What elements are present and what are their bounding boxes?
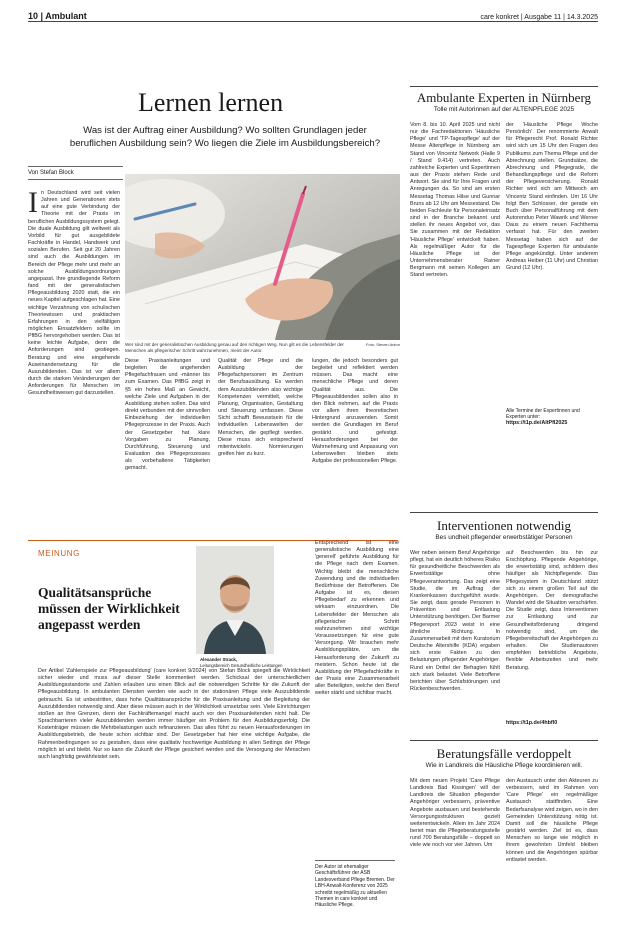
- page-header: [28, 8, 598, 22]
- right3-column-a: Mit dem neuen Projekt 'Care Pflege Landkreis Bad Kissingen' will der Landkreis die Situation pflegender Angehöriger verbessern, präventive Angebote ausbauen und bestehende Versorgungsstrukturen gezielt weiterentwickeln. Allein im Jahr 2024 beriet man die Pflegeberatungsstelle rund 700 Beratungsfälle – doppelt so viele wie noch vor vier Jahren. Um: [410, 778, 500, 849]
- opinion-body-left: Der Artikel 'Zahlenspiele zur Pflegeausbildung' (care konkret 9/2024) von Stefan Block spiegelt die Wirklichkeit sicher wieder und muss auf dieser Stelle kommentiert werden. Schicksal der unterschiedlichen Ausbildungsstandorte und Zahlen erlauben uns einen Blick auf die notwendigen Schritte für die Zukunft der Pflegeausbildung. In ambulanten Diensten werden wie auch in der stationären Pflege viele Auszubildende gebraucht. Es ist unbestritten, dass hohe Qualitätsansprüche für die Praxisanleitung und die Begleitung der Auszubildenden notwendig sind. Aber diese müssen auch in der Wirklichkeit umsetzbar sein. Viele Einrichtungen stoßen an ihre Grenzen, denn der Fachkräftemangel macht auch vor den Praxisanleitenden nicht halt. Die Sprachbarrieren vieler Auszubildenden werden immer häufiger ein Problem für den Ausbildungserfolg. Die Kostenträger müssen die Mehrbelastungen auch refinanzieren. Das alles führt zu neuen Herausforderungen im Ausbildungsbetrieb, die heute schon sichtbar sind. Der Gesetzgeber hat hier eine wichtige Aufgabe, die Rahmenbedingungen so zu gestalten, dass eine qualitativ hochwertige Ausbildung in allen Settings der Pflege möglich ist und bleibt. Nur so kann die Zukunft der Pflege gesichert werden und die Versorgung der Menschen auch langfristig gewährleistet sein.: [38, 668, 310, 760]
- right3-header: [410, 746, 598, 769]
- opinion-title: Qualitätsansprüche müssen der Wirklichkeit angepasst werden: [38, 585, 180, 632]
- rule-right1: [410, 86, 598, 87]
- portrait-caption: [200, 657, 282, 668]
- byline: Von Stefan Block: [28, 166, 123, 180]
- article-column-5: Entsprechend ist eine generalistische Ausbildung eine 'generell' geführte Ausbildung für die Pflege nach dem Examen. Wichtig bleibt die menschliche Zuwendung und die individuellen Bedürfnisse der Betroffenen. Die Aufgabe ist es, diesen Pflegebedarf zu erkennen und wirksam einzuordnen. Die Lebensfelder der Menschen als pflegerischer Schritt wahrzunehmen sind wichtige Voraussetzungen für eine gute Versorgung. Wir brauchen mehr Ausbildungsplätze, um die Herausforderung der Zukunft zu meistern. Schon heute ist die Ausbildung der Pflegefachkräfte in der Praxis eine Zusammenarbeit aller Beteiligten, welche den Beruf weiter stärkt und sichtbar macht.: [315, 540, 399, 697]
- rule-right3: [410, 740, 598, 741]
- article-column-2: Diese Praxisanleitungen und begleiten die angehenden Pflegefachfrauen und -männer bis zum Examen. Das PflBG zeigt in §5 ein hohes Maß an Gewicht, welche Ziele und Aufgaben in der Ausbildung stehen sollen. Das wird direkt verbunden mit der sinnvollen Einbeziehung der individuellen Pflegeprozesse in der Praxis. Auch der Gesetzgeber hat klare Vorgaben zu Planung, Durchführung, Steuerung und Evaluation des Pflegeprozesses als vorbehaltene Tätigkeiten gemacht.: [125, 358, 210, 472]
- section-label: 10 | Ambulant: [28, 11, 87, 21]
- opinion-tag: MEINUNG: [38, 549, 80, 558]
- right1-end-text: Alle Termine der Expertinnen und Experten unter:: [506, 408, 580, 420]
- photo-caption: Wer sind mit der generalistischen Ausbildung genau auf den richtigen Weg. Nun gilt es die Lebensfelder der Menschen als pflegerischer Schritt wahrzunehmen, meint der Autor.: [125, 342, 344, 353]
- article-column-1: [28, 190, 120, 530]
- right2-column-b: auf Beschwerden bis hin zur Erschöpfung. Pflegende Angehörige, die erwerbstätig sind, schildern dies häufiger als Nichtpflegende. Das Pflegesystem in Deutschland stützt sich zu einem großen Teil auf die Angehörigen. Der demografische Wandel wird die Situation verschärfen. Die Studie zeigt, dass Interventionen zur Entlastung und zur Gesundheitsförderung dringend notwendig sind, um die Pflegebereitschaft der Angehörigen zu erhalten. Die Studienautoren empfehlen betriebliche Angebote, flexible Arbeitszeiten und mehr Beratung.: [506, 550, 598, 671]
- article-column-1-text: n Deutschland wird seit vielen Jahren und Generationen stets auf eine gute Verbindung der Theorie mit der Praxis im beruflichen Ausbildungssystem gelegt. Die duale Ausbildung gilt weltweit als Vorbild für gut ausgebildete Fachkräfte in Handel, Handwerk und sozialen Berufen. Seit gut 20 Jahren sind auch die Ausbildungen im Bereich der Pflege mehr und mehr an solche Ausbildungsordnungen angepasst. Ihre grundlegende Reform fand mit der generalistischen Pflegeausbildung 2020 statt, die ein neues Kapitel aufgeschlagen hat. Eine wichtige Verzahnung von schulischen Theoriewissen und praktischen Erfahrungen in den vielfältigen möglichen Einsatzfeldern sollte im PflBG hervorgehoben werden. Das ist keine leichte Aufgabe, denn die Anforderungen sind gestiegen. Beratung und eine eingehende Auseinandersetzung für die Auszubildenden. Das ist vor allem durch die starken Veränderungen der Anforderungen für Menschen im Gesundheitswesen gut darzustellen.: [28, 190, 120, 397]
- author-portrait: [196, 546, 274, 654]
- right2-subtitle: Bes undheit pflegender erwerbstätiger Personen: [435, 534, 573, 541]
- right1-column-a: Vom 8. bis 10. April 2025 und nicht nur die Fachredaktionen 'Häusliche Pflege' und 'TP-Tagespflege' auf der Messe Altenpflege in Nürnberg am Stand von Vincentz Network (Halle 9 / Stand 9.414) vertreten. Auch zahlreiche Experten und Expertinnen aus der Praxis stehen Rede und Antwort. Sie sind für Ihre Fragen und Anregungen da. So sind am ersten Messetag Thomas Hilse und Gunnar Bruns ab 12 Uhr am Messestand. Die beiden Fachleute für Personaleinsatz sind in der Branche bekannt und stellen ihr neues Angebot vor, das Sie zusammen mit der Redaktion 'Häusliche Pflege' entwickelt haben. Als regelmäßiger Autor für die Häusliche Pflege ist der Unternehmensberater Rainer Bergmann mit seinen Kollegen am Stand vertreten.: [410, 122, 500, 279]
- portrait-role: Leitungsbereich Gesundheitliche Leistungen: [200, 662, 283, 668]
- drop-cap: I: [28, 190, 38, 219]
- portrait-name: Alexander Strack,: [200, 657, 238, 662]
- rule-right2: [410, 512, 598, 513]
- right1-end: [506, 408, 598, 426]
- portrait-illustration: [196, 546, 274, 654]
- right3-column-b: den Austausch unter den Akteuren zu verbessern, wird im Rahmen von 'Care Pflege' ein regelmäßiger Austausch stattfinden. Eine Bedarfsanalyse wird zeigen, wo in den Gemeinden Unterstützung nötig ist. Damit soll die häusliche Pflege gestärkt werden. Ziel ist es, dass Menschen so lange wie möglich in ihrem gewohnten Umfeld bleiben können und die Angehörigen spürbar entlastet werden.: [506, 778, 598, 863]
- right2-link[interactable]: https://t1p.de/4hbfl0: [506, 720, 558, 726]
- right2-title: Interventionen notwendig: [437, 518, 571, 533]
- right2-column-a: Wer neben seinem Beruf Angehörige pflegt, hat ein deutlich höheres Risiko für gesundheitliche Beschwerden als Erwerbstätige ohne Pflegeverantwortung. Das zeigt eine Studie, die im Auftrag der Krankenkassen durchgeführt wurde. Sie zeigt, dass gerade Personen in Prävention und Entlastung Unterstützung benötigen. Der Barmer Pflegereport 2023 weist in eine ähnliche Richtung. In Zusammenarbeit mit dem Kuratorium Deutsche Altershilfe (KDA) ergaben sich erste Fakten zu den Belastungen pflegender Angehöriger. Rund ein Drittel der Befragten fühlt sich stark belastet. Viele Betroffene berichten über Schlafstörungen und Rückenbeschwerden.: [410, 550, 500, 692]
- article-lead: Was ist der Auftrag einer Ausbildung? Wo sollten Grundlagen jeder beruflichen Ausbildung sein? Wo liegen die Ziele im Ausbildungsbereich?: [69, 125, 381, 149]
- right2-header: [410, 518, 598, 541]
- right1-subtitle: Tolle mit Autorinnen auf der ALTENPFLEGE 2025: [433, 106, 575, 113]
- article-column-4: lungen, die jedoch besonders gut begleitet und reflektiert werden müssen. Das macht eine menschliche Pflege und deren Qualität aus. Die Pflegeausbildenden sollen also in den Blick nehmen, auf die Praxis vor allem ihren theoretischen Hintergrund anzuwenden. Somit werden die Grundlagen im Beruf gestärkt und gefestigt. Herausforderungen bei der Wahrnehmung und Anpassung von Lebenswelten bleiben stets Aufgabe der professionellen Pflege.: [312, 358, 398, 465]
- photo-caption-row: [125, 342, 400, 354]
- photo-credit: Foto: Steven Anton: [365, 342, 400, 347]
- right3-title: Beratungsfälle verdoppelt: [436, 746, 572, 761]
- right1-header: [410, 90, 598, 113]
- article-title: Lernen lernen: [138, 88, 284, 117]
- right3-subtitle: Wie in Landkreis die Häusliche Pflege koordinieren will.: [425, 762, 583, 769]
- right1-link[interactable]: https://t1p.de/AltPfl2025: [506, 420, 568, 426]
- issue-info: care konkret | Ausgabe 11 | 14.3.2025: [480, 14, 598, 21]
- writing-hand-illustration: [125, 174, 400, 340]
- article-column-3: Qualität der Pflege und die Ausbildung der Pflegefachpersonen im Zentrum der Berufsausübung. Es werden dem Auszubildenden also wichtige Kompetenzen vermittelt, welche Planung, Organisation, Gestaltung und Steuerung umfassen. Diese Sicht schafft Bewusstsein für die individuellen Lebenswelten der Menschen, die gepflegt werden. Diese muss sich entsprechend mitentwickeln. Normierungen greifen hier zu kurz.: [218, 358, 303, 458]
- article-photo: [125, 174, 400, 340]
- author-note: Der Autor ist ehemaliger Geschäftsführer der ASB Landesverband Pflege Bremen. Der LBH-Anwalt-Konferenz von 2025 schreibt regelmäßig zu aktuellen Themen in care konkret und Häusliche Pflege.: [315, 860, 395, 909]
- right1-column-b: der 'Häusliche Pflege Woche Persönlich'. Der renommierte Anwalt für Pflegerecht Prof. Ronald Richter wird sich um 15 Uhr den Fragen des Publikums zum Thema Pflege und der Abrechnung stellen. Grundsätze, die Abrechnung und Pflegegrade, die Behandlungspflege und die Reform der Pflegeversicherung. Ronald Richter wird sich am Mittwoch am Vincentz Stand einfinden. Um 16 Uhr folgt Ben Schlosser, der gerade ein Buch über Personalführung mit dem Autorenduo Peter Wawrik und Werner Daus zu einem neuen Fachthema verfasst hat. Für den zweiten Messetag haben sich auf der Tagespflege Experten für ambulante Pflege angekündigt. Unter anderem Andreas Heiber (11 Uhr) und Christian Grund (12 Uhr).: [506, 122, 598, 272]
- right1-title: Ambulante Experten in Nürnberg: [416, 90, 592, 105]
